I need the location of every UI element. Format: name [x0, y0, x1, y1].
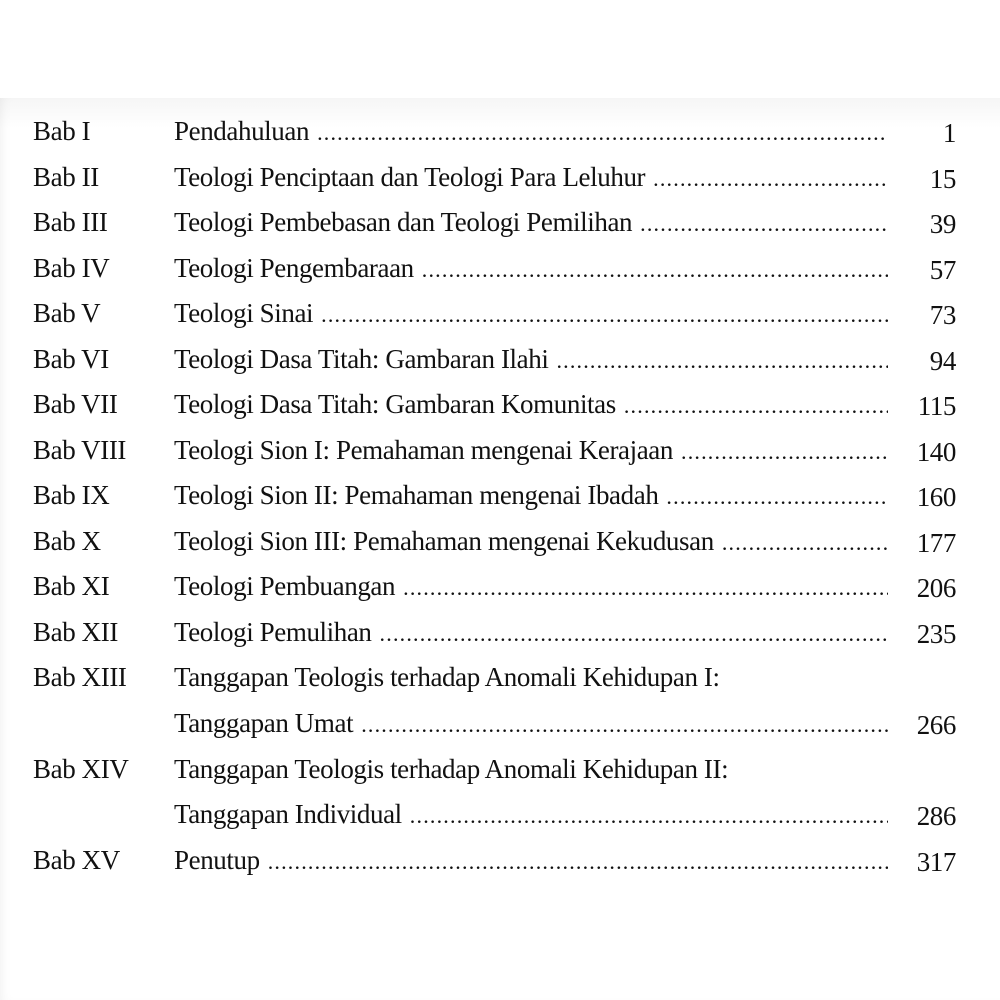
chapter-label: Bab IV — [33, 253, 110, 283]
dot-leader — [640, 201, 888, 247]
toc-entry — [0, 199, 1000, 245]
chapter-label: Bab VI — [33, 344, 109, 374]
toc-entry — [0, 381, 1000, 427]
toc-entry — [0, 108, 1000, 154]
toc-entry-continuation — [0, 791, 1000, 837]
page-number: 57 — [929, 255, 956, 285]
page-number: 39 — [929, 209, 956, 239]
chapter-title: Teologi Dasa Titah: Gambaran Komunitas — [174, 389, 616, 419]
dot-leader — [556, 338, 888, 384]
toc-entry — [0, 746, 1000, 792]
page-number: 160 — [916, 482, 956, 512]
dot-leader — [666, 474, 888, 520]
chapter-title: Teologi Pembuangan — [174, 571, 396, 601]
chapter-label: Bab XIV — [33, 754, 129, 784]
toc-entry — [0, 654, 1000, 700]
chapter-label: Bab III — [33, 207, 108, 237]
dot-leader — [722, 520, 888, 566]
chapter-title: Teologi Sion II: Pemahaman mengenai Ibadah — [174, 480, 659, 510]
page-number: 266 — [916, 710, 956, 740]
chapter-label: Bab X — [33, 526, 101, 556]
chapter-title: Teologi Pemulihan — [174, 617, 372, 647]
chapter-title-continuation: Tanggapan Umat — [174, 708, 354, 738]
chapter-label: Bab XI — [33, 571, 110, 601]
toc-entry — [0, 290, 1000, 336]
chapter-title: Teologi Penciptaan dan Teologi Para Leluhur — [174, 162, 646, 192]
page-number: 1 — [942, 118, 956, 148]
page-number: 15 — [929, 164, 956, 194]
dot-leader — [653, 156, 888, 202]
chapter-title: Teologi Sion I: Pemahaman mengenai Kerajaan — [174, 435, 673, 465]
chapter-title: Tanggapan Teologis terhadap Anomali Kehidupan II: — [174, 754, 729, 784]
chapter-label: Bab XII — [33, 617, 118, 647]
page-number: 94 — [929, 346, 956, 376]
page-number: 177 — [916, 528, 956, 558]
toc-entry — [0, 609, 1000, 655]
page-number: 140 — [916, 437, 956, 467]
dot-leader — [624, 383, 888, 429]
chapter-label: Bab IX — [33, 480, 110, 510]
toc-entry — [0, 518, 1000, 564]
page-number: 73 — [929, 300, 956, 330]
dot-leader — [321, 292, 888, 338]
chapter-title: Penutup — [174, 845, 260, 875]
toc-entry — [0, 472, 1000, 518]
chapter-title: Teologi Pengembaraan — [174, 253, 414, 283]
dot-leader — [422, 247, 888, 293]
chapter-label: Bab I — [33, 116, 91, 146]
page-number: 317 — [916, 847, 956, 877]
dot-leader — [361, 702, 888, 748]
toc-entry — [0, 154, 1000, 200]
chapter-label: Bab II — [33, 162, 99, 192]
chapter-title-continuation: Tanggapan Individual — [174, 799, 402, 829]
chapter-title: Tanggapan Teologis terhadap Anomali Kehidupan I: — [174, 662, 720, 692]
chapter-title: Pendahuluan — [174, 116, 310, 146]
chapter-title: Teologi Dasa Titah: Gambaran Ilahi — [174, 344, 549, 374]
page-number: 115 — [917, 391, 956, 421]
chapter-label: Bab VIII — [33, 435, 127, 465]
page-number: 286 — [916, 801, 956, 831]
dot-leader — [681, 429, 888, 475]
dot-leader — [410, 793, 888, 839]
page-number: 235 — [916, 619, 956, 649]
chapter-label: Bab XIII — [33, 662, 127, 692]
chapter-title: Teologi Sinai — [174, 298, 314, 328]
toc-entry-continuation — [0, 700, 1000, 746]
chapter-title: Teologi Pembebasan dan Teologi Pemilihan — [174, 207, 633, 237]
dot-leader — [380, 611, 888, 657]
page-number: 206 — [916, 573, 956, 603]
toc-entry — [0, 245, 1000, 291]
chapter-label: Bab VII — [33, 389, 118, 419]
toc-entry — [0, 563, 1000, 609]
dot-leader — [317, 110, 888, 156]
toc-entry — [0, 837, 1000, 883]
dot-leader — [403, 565, 888, 611]
chapter-label: Bab V — [33, 298, 101, 328]
toc-entry — [0, 427, 1000, 473]
chapter-title: Teologi Sion III: Pemahaman mengenai Kekudusan — [174, 526, 714, 556]
book-page — [0, 98, 1000, 1000]
chapter-label: Bab XV — [33, 845, 120, 875]
dot-leader — [268, 839, 888, 885]
toc-entry — [0, 336, 1000, 382]
